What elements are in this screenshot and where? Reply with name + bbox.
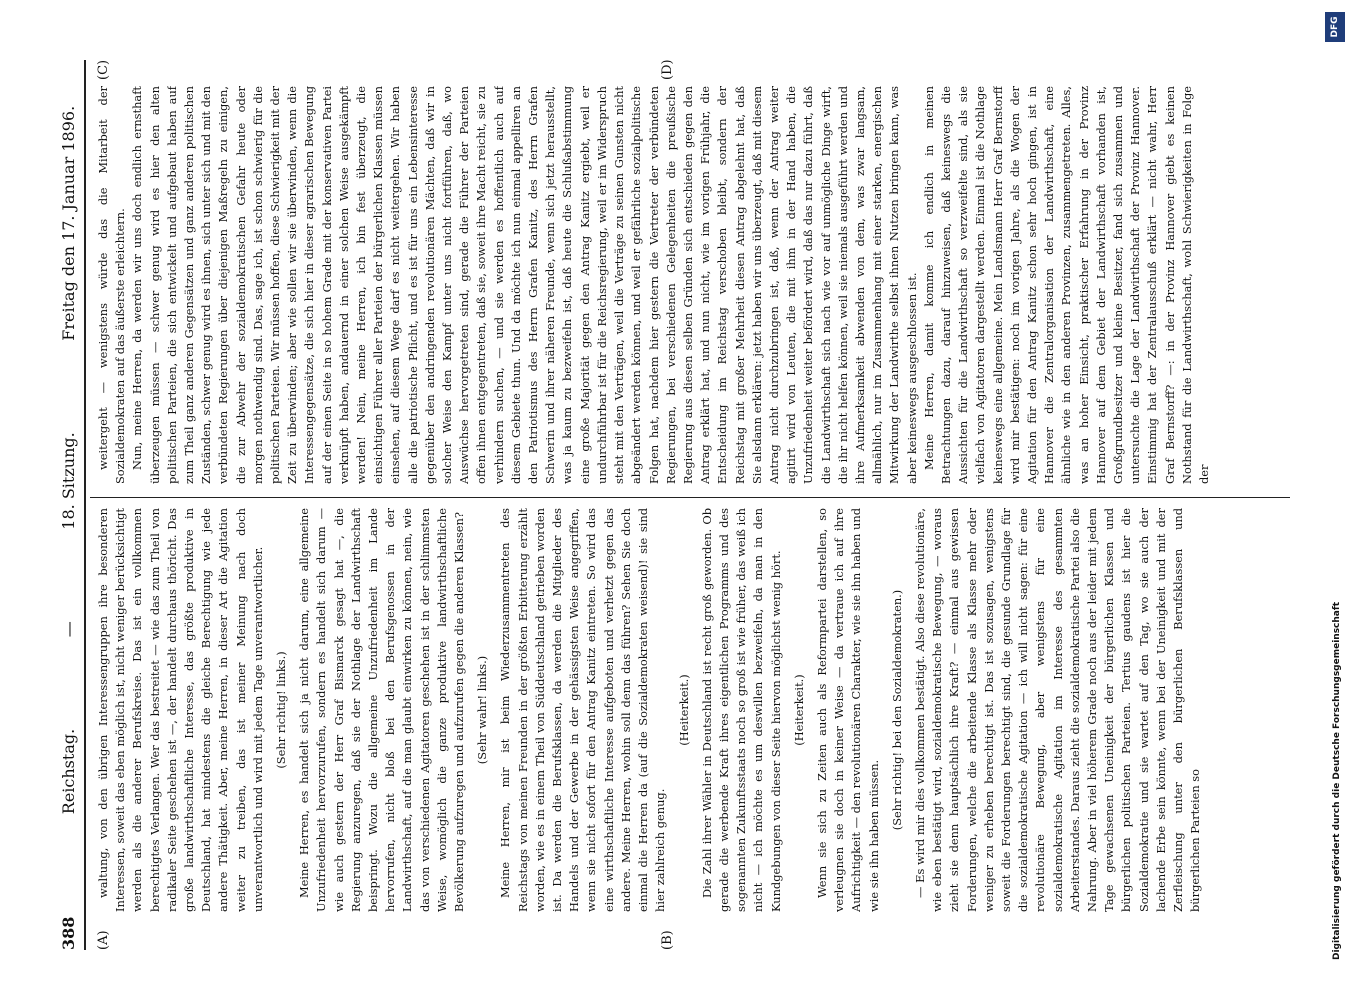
paragraph: Wenn sie sich zu Zeiten auch als Reformpartei darstellen, so verleugnen sie doch in keiner Weise — da vertraue ich auf ihre Aufrichtigkeit — den revolutionären Charakter, wie sie ihn haben und wie sie ihn haben müssen. (814, 508, 881, 912)
left-text-column (95, 508, 1285, 912)
header-rule (84, 60, 86, 950)
page-header (55, 60, 81, 950)
column-divider (90, 497, 1290, 498)
session-date: Freitag den 17. Januar 1896. (58, 105, 78, 341)
margin-mark-a: (A) (96, 930, 111, 950)
paragraph: Meine Herren, mir ist beim Wiederzusammentreten des Reichstags von meinen Freunden in der größten Erbitterung erzählt worden, wie es in einem Theil von Süddeutschland getrieben worden ist. Da werden die Berufsklassen, da werden die Mitglieder des Handels und der Gewerbe in der gehässigsten Weise angegriffen, wenn sie nicht sofort für den Antrag Kanitz eintreten. So wird das eine wirthschaftliche Interesse aufgeboten und verhetzt gegen das andere. Meine Herren, wohin soll denn das führen? Sehen Sie doch einmal die Herren da (auf die Sozialdemokraten weisend)! sie sind hier zahlreich genug. (498, 508, 668, 912)
margin-mark-c: (C) (96, 59, 111, 80)
margin-mark-b: (B) (660, 930, 675, 950)
paragraph: — Es wird mir dies vollkommen bestätigt. Also diese revolutionäre, wie eben bestätigt wird, sozialdemokratische Bewegung, — woraus zieht sie denn hauptsächlich ihre Kraft? — einmal aus gewissen Forderungen, welche die arbeitende Klasse als Klasse mehr oder weniger zu erheben berechtigt ist. Das ist sozusagen, wenigstens soweit die Forderungen berechtigt sind, die gesunde Grundlage für die sozialdemokratische Agitation — ich will nicht sagen: für eine revolutionäre Bewegung, aber wenigstens für eine sozialdemokratische Agitation im Interesse des gesammten Arbeiterstandes. Daraus zieht die sozialdemokratische Partei also die Nahrung. Aber in viel höherem Grade noch aus der leider mit jedem Tage gewachsenen Uneinigkeit der bürgerlichen Klassen und bürgerlichen politischen Parteien. Tertius gaudens ist hier die Sozialdemokratie und sie wartet auf den Tag, wo sie auch der lachende Erbe sein könnte, wenn bei der Uneinigkeit und mit der Zerfleischung unter den bürgerlichen Berufsklassen und bürgerlichen Parteien so (912, 508, 1203, 912)
paragraph: Meine Herren, damit komme ich endlich in meinen Betrachtungen dazu, darauf hinzuweisen, daß keineswegs die Aussichten für die Landwirthschaft so verzweifelte sind, als sie vielfach von Agitatoren dargestellt werden. Einmal ist die Nothlage keineswegs eine allgemeine. Mein Landsmann Herr Graf Bernstorff wird mir bestätigen: noch im vorigen Jahre, als die Wogen der Agitation für den Antrag Kanitz schon sehr hoch gingen, ist in Hannover die Zentralorganisation der Landwirthschaft, eine ähnliche wie in den anderen Provinzen, zusammengetreten. Alles, was an hoher Einsicht, praktischer Erfahrung in der Provinz Hannover auf dem Gebiet der Landwirthschaft vorhanden ist, Großgrundbesitzer und kleine Besitzer, fand sich zusammen und untersuchte die Lage der Landwirthschaft der Provinz Hannover. Einstimmig hat der Zentralausschuß erklärt — nicht wahr, Herr Graf Bernstorff? —: in der Provinz Hannover giebt es keinen Nothstand für die Landwirthschaft, wohl Schwierigkeiten in Folge der (921, 86, 1211, 484)
margin-mark-d: (D) (660, 59, 675, 80)
interjection: (Heiterkeit.) (791, 674, 806, 746)
interjection: (Sehr richtig! bei den Sozialdemokraten.) (889, 589, 904, 831)
publication-name: Reichstag. (58, 728, 78, 815)
session-label: 18. Sitzung. (58, 432, 78, 530)
paragraph: Nun, meine Herren, da werden wir uns doch endlich ernsthaft überzeugen müssen — schwer genug wird es hier den alten politischen Parteien, die sich entwickelt und aufgebaut haben auf zum Theil ganz anderen Gegensätzen und ganz anderen politischen Zuständen, schwer genug wird es ihnen, sich unter sich und mit den verbündeten Regierungen über diejenigen Maßregeln zu einigen, die zur Abwehr der sozialdemokratischen Gefahr heute oder morgen nothwendig sind. Das, sage ich, ist schon schwierig für die politischen Parteien. Wir müssen hoffen, diese Schwierigkeit mit der Zeit zu überwinden; aber wie sollen wir sie überwinden, wenn die Interessengegensätze, die sich hier in dieser agrarischen Bewegung auf der einen Seite in so hohem Grade mit der konservativen Partei verknüpft haben, andauernd in einer solchen Weise ausgekämpft werden! Nein, meine Herren, ich bin fest überzeugt, die einsichtigen Führer aller Parteien der bürgerlichen Klassen müssen einsehen, auf diesem Wege darf es nicht weitergehen. Wir haben alle die patriotische Pflicht, und es ist für uns ein Lebensinteresse gegenüber den andringenden revolutionären Mächten, daß wir in solcher Weise den Kampf unter uns nicht fortführen, daß, wo Auswüchse hervorgetreten sind, gerade die Führer der Parteien offen ihnen entgegentreten, daß sie, soweit ihre Macht reicht, sie zu verhindern suchen, — und sie werden es hoffentlich auch auf diesem Gebiete thun. Und da möchte ich nun einmal appelliren an den Patriotismus des Herrn Grafen Kanitz, des Herrn Grafen Schwerin und ihrer näheren Freunde, wenn sich jetzt herausstellt, was ja kaum zu bezweifeln ist, daß heute die Schlußabstimmung eine große Majorität gegen den Antrag Kanitz ergiebt, weil er undurchführbar ist für die Reichsregierung, weil er im Widerspruch steht mit den Verträgen, weil die Verträge zu seinen Gunsten nicht abgeändert werden können, und weil er gefährliche sozialpolitische Folgen hat, nachdem hier gestern die Vertreter der verbündeten Regierungen, bei verschiedenen Gelegenheiten die preußische Regierung aus diesen selben Gründen sich entschieden gegen den Antrag erklärt hat, und nun nicht, wie im vorigen Frühjahr, die Entscheidung im Reichstag verschoben bleibt, sondern der Reichstag mit großer Mehrheit diesen Antrag abgelehnt hat, daß Sie alsdann erklären: jetzt haben wir uns überzeugt, daß mit diesem Antrag nicht durchzubringen ist, daß, wenn der Antrag weiter agitirt wird von Leuten, die mit ihm in der Hand haben, die Unzufriedenheit weiter befördert wird, daß das nur dazu führt, daß die Landwirthschaft sich nach wie vor auf unmögliche Dinge wirft, die ihr nicht helfen können, weil sie niemals ausgeführt werden und ihre Aufmerksamkeit abwenden von dem, was zwar langsam, allmählich, nur im Zusammenhang mit einer starken, energischen Mitwirkung der Landwirthe selbst ihnen Nutzen bringen kann, was aber keineswegs ausgeschlossen ist. (130, 86, 919, 484)
paragraph: weitergeht — wenigstens würde das die Mitarbeit der Sozialdemokraten auf das äußerste erleichtern. (96, 86, 128, 484)
funding-note: Digitalisierung gefördert durch die Deutsche Forschungsgemeinschaft (1332, 601, 1342, 960)
interjection: (Sehr wahr! links.) (475, 655, 490, 765)
header-dash: — (58, 621, 78, 638)
interjection: (Sehr richtig! links.) (274, 651, 289, 769)
paragraph: Die Zahl ihrer Wähler in Deutschland ist recht groß geworden. Ob gerade die werbende Kraft ihres eigentlichen Programms und des sogenannten Zukunftsstaats noch so groß ist wie früher, das weiß ich nicht — ich möchte es um deswillen bezweifeln, da man in den Kundgebungen von dieser Seite hiervon möglichst wenig hört. (699, 508, 783, 912)
page-number: 388 (58, 916, 78, 950)
right-text-column (95, 86, 1285, 484)
interjection: (Heiterkeit.) (676, 674, 691, 746)
paragraph: Meine Herren, es handelt sich ja nicht darum, eine allgemeine Unzufriedenheit hervorzurufen, sondern es handelt sich darum — wie auch gestern der Herr Graf Bismarck gesagt hat —, die Regierung anzuregen, daß sie der Nothlage der Landwirthschaft beispringt. Wozu die allgemeine Unzufriedenheit im Lande hervorrufen, nicht bloß bei den Berufsgenossen in der Landwirthschaft, auf die man glaubt einwirken zu können, nein, wie das von verschiedenen Agitatoren geschehen ist in der schlimmsten Weise, womöglich die ganze produktive landwirthschaftliche Bevölkerung aufzuregen und aufzurufen gegen die anderen Klassen? (297, 508, 467, 912)
dfg-logo: DFG (1325, 12, 1345, 42)
paragraph: waltung, von den übrigen Interessengruppen ihre besonderen Interessen, soweit das eben möglich ist, nicht weniger berücksichtigt werden als die anderer Berufskreise. Das ist ein vollkommen berechtigtes Verlangen. Wer das bestreitet — wie das zum Theil von radikaler Seite geschehen ist —, der handelt durchaus thöricht. Das große landwirthschaftliche Interesse, das größte produktive in Deutschland, hat mindestens die gleiche Berechtigung wie jede andere Thätigkeit. Aber, meine Herren, in dieser Art die Agitation weiter zu treiben, das ist meiner Meinung nach doch unverantwortlich und wird mit jedem Tage unverantwortlicher. (96, 508, 265, 912)
digitization-footer (1320, 0, 1350, 1000)
